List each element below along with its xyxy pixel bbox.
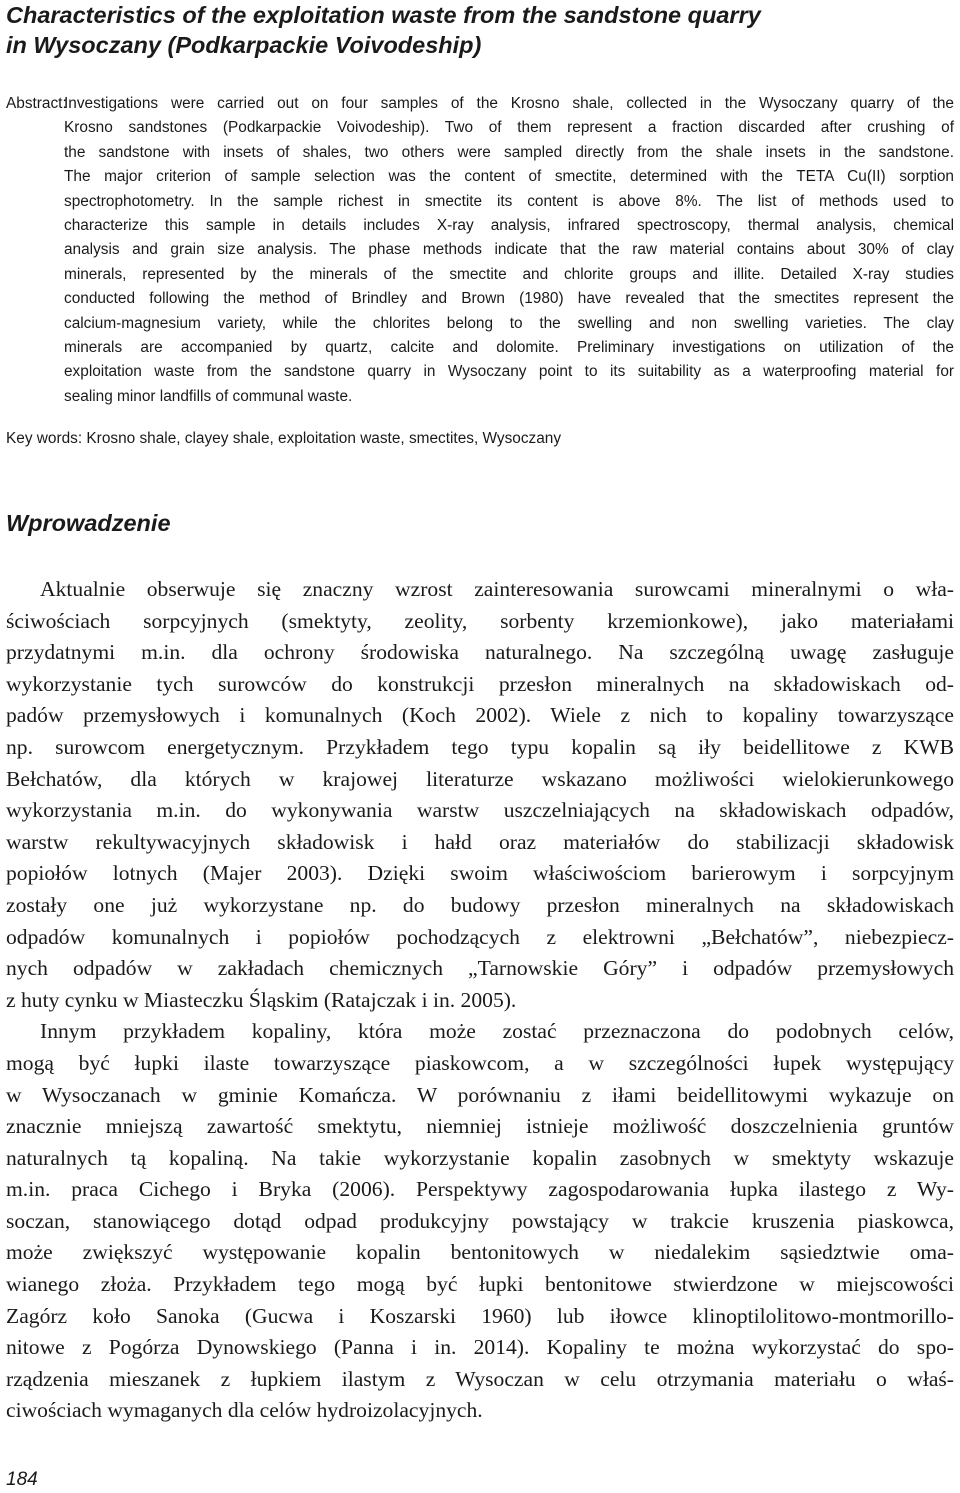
body-line: z huty cynku w Miasteczku Śląskim (Ratajczak i in. 2005).: [6, 987, 517, 1012]
title-line-2: in Wysoczany (Podkarpackie Voivodeship): [6, 32, 482, 58]
abstract-line: analysis and grain size analysis. The phase methods indicate that the raw material contains about 30% of clay: [64, 241, 954, 259]
body-line: wykorzystania m.in. do wykonywania warstw uszczelniających na składowiskach odpadów,: [6, 798, 954, 823]
body-line: soczan, stanowiącego dotąd odpad produkcyjny powstający w trakcie kruszenia piaskowca,: [6, 1208, 954, 1233]
body-line: m.in. praca Cichego i Bryka (2006). Perspektywy zagospodarowania łupka ilastego z Wy-: [6, 1177, 954, 1202]
body-line: zostały one już wykorzystane np. do budowy przesłon mineralnych na składowiskach: [6, 892, 954, 917]
body-line: w Wysoczanach w gminie Komańcza. W porównaniu z iłami beidellitowymi wykazuje on: [6, 1082, 954, 1107]
paper-title: [6, 0, 946, 60]
body-line: ściwościach sorpcyjnych (smektyty, zeolity, sorbenty krzemionkowe), jako materiałami: [6, 608, 954, 633]
abstract: [6, 92, 954, 409]
body-line: warstw rekultywacyjnych składowisk i hałd oraz materiałów do stabilizacji składowisk: [6, 829, 954, 854]
body-line: Bełchatów, dla których w krajowej literaturze wskazano możliwości wielokierunkowego: [6, 766, 954, 791]
body-line: Aktualnie obserwuje się znaczny wzrost zainteresowania surowcami mineralnymi o wła-: [40, 577, 954, 601]
abstract-line: The major criterion of sample selection was the content of smectite, determined with the TETA Cu(II) sorption: [64, 168, 954, 186]
title-line-1: Characteristics of the exploitation waste from the sandstone quarry: [6, 2, 761, 28]
body-line: przydatnymi m.in. dla ochrony środowiska naturalnego. Na szczególną uwagę zasługuje: [6, 640, 954, 665]
abstract-line: Krosno sandstones (Podkarpackie Voivodeship). Two of them represent a fraction discarded after crushing of: [64, 119, 954, 137]
body-line: ciwościach wymaganych dla celów hydroizolacyjnych.: [6, 1398, 483, 1423]
abstract-line: conducted following the method of Brindley and Brown (1980) have revealed that the smectites represent the: [64, 290, 954, 308]
abstract-line: minerals are accompanied by quartz, calcite and dolomite. Preliminary investigations on utilization of the: [64, 339, 954, 357]
body-line: może zwiększyć występowanie kopalin bentonitowych w niedalekim sąsiedztwie oma-: [6, 1240, 954, 1265]
body-line: nitowe z Pogórza Dynowskiego (Panna i in. 2014). Kopaliny te można wykorzystać do spo-: [6, 1335, 954, 1360]
keywords: [6, 427, 954, 451]
body-line: padów przemysłowych i komunalnych (Koch 2002). Wiele z nich to kopaliny towarzyszące: [6, 703, 954, 728]
abstract-line: minerals, represented by the minerals of the smectite and chlorite groups and illite. Detailed X-ray studies: [64, 265, 954, 283]
abstract-line: calcium-magnesium variety, while the chlorites belong to the swelling and non swelling varieties. The clay: [64, 314, 954, 332]
keywords-text: Krosno shale, clayey shale, exploitation waste, smectites, Wysoczany: [86, 430, 562, 447]
body-line: popiołów lotnych (Majer 2003). Dzięki swoim właściwościom barierowym i sorpcyjnym: [6, 861, 954, 886]
abstract-line: characterize this sample in details includes X-ray analysis, infrared spectroscopy, thermal analysis, chemical: [64, 217, 954, 235]
body-line: rządzenia mieszanek z łupkiem ilastym z Wysoczan w celu otrzymania materiału o właś-: [6, 1366, 954, 1391]
body-line: np. surowcom energetycznym. Przykładem tego typu kopalin są iły beidellitowe z KWB: [6, 734, 954, 759]
body-line: mogą być łupki ilaste towarzyszące piaskowcom, a w szczególności łupek występujący: [6, 1050, 954, 1075]
body-line: Zagórz koło Sanoka (Gucwa i Koszarski 1960) lub iłowce klinoptilolitowo-montmorillo-: [6, 1303, 954, 1328]
page-number: 184: [6, 1469, 38, 1490]
body-text: [6, 574, 954, 1427]
body-line: wykorzystanie tych surowców do konstrukcji przesłon mineralnych na składowiskach od-: [6, 671, 954, 696]
abstract-line: sealing minor landfills of communal waste.: [64, 387, 353, 405]
section-heading: Wprowadzenie: [6, 510, 171, 536]
abstract-line: spectrophotometry. In the sample richest in smectite its content is above 8%. The list of methods used to: [64, 192, 954, 210]
abstract-label: Abstract:: [6, 95, 67, 112]
keywords-label: Key words:: [6, 430, 83, 447]
body-line: znacznie mniejszą zawartość smektytu, niemniej istnieje możliwość doszczelnienia gruntów: [6, 1114, 954, 1139]
body-line: Innym przykładem kopaliny, która może zostać przeznaczona do podobnych celów,: [40, 1019, 954, 1044]
body-line: wianego złoża. Przykładem tego mogą być łupki bentonitowe stwierdzone w miejscowości: [6, 1272, 954, 1297]
abstract-line: the sandstone with insets of shales, two others were sampled directly from the shale insets in the sandstone.: [64, 143, 954, 161]
abstract-line: exploitation waste from the sandstone quarry in Wysoczany point to its suitability as a waterproofing material for: [64, 363, 954, 381]
body-line: nych odpadów w zakładach chemicznych „Tarnowskie Góry” i odpadów przemysłowych: [6, 956, 954, 981]
body-line: odpadów komunalnych i popiołów pochodzących z elektrowni „Bełchatów”, niebezpiecz-: [6, 924, 954, 949]
abstract-line: Investigations were carried out on four samples of the Krosno shale, collected in the Wysoczany quarry of the: [64, 95, 954, 112]
body-line: naturalnych tą kopaliną. Na takie wykorzystanie kopalin zasobnych w smektyty wskazuje: [6, 1145, 954, 1170]
abstract-body: [64, 92, 954, 409]
